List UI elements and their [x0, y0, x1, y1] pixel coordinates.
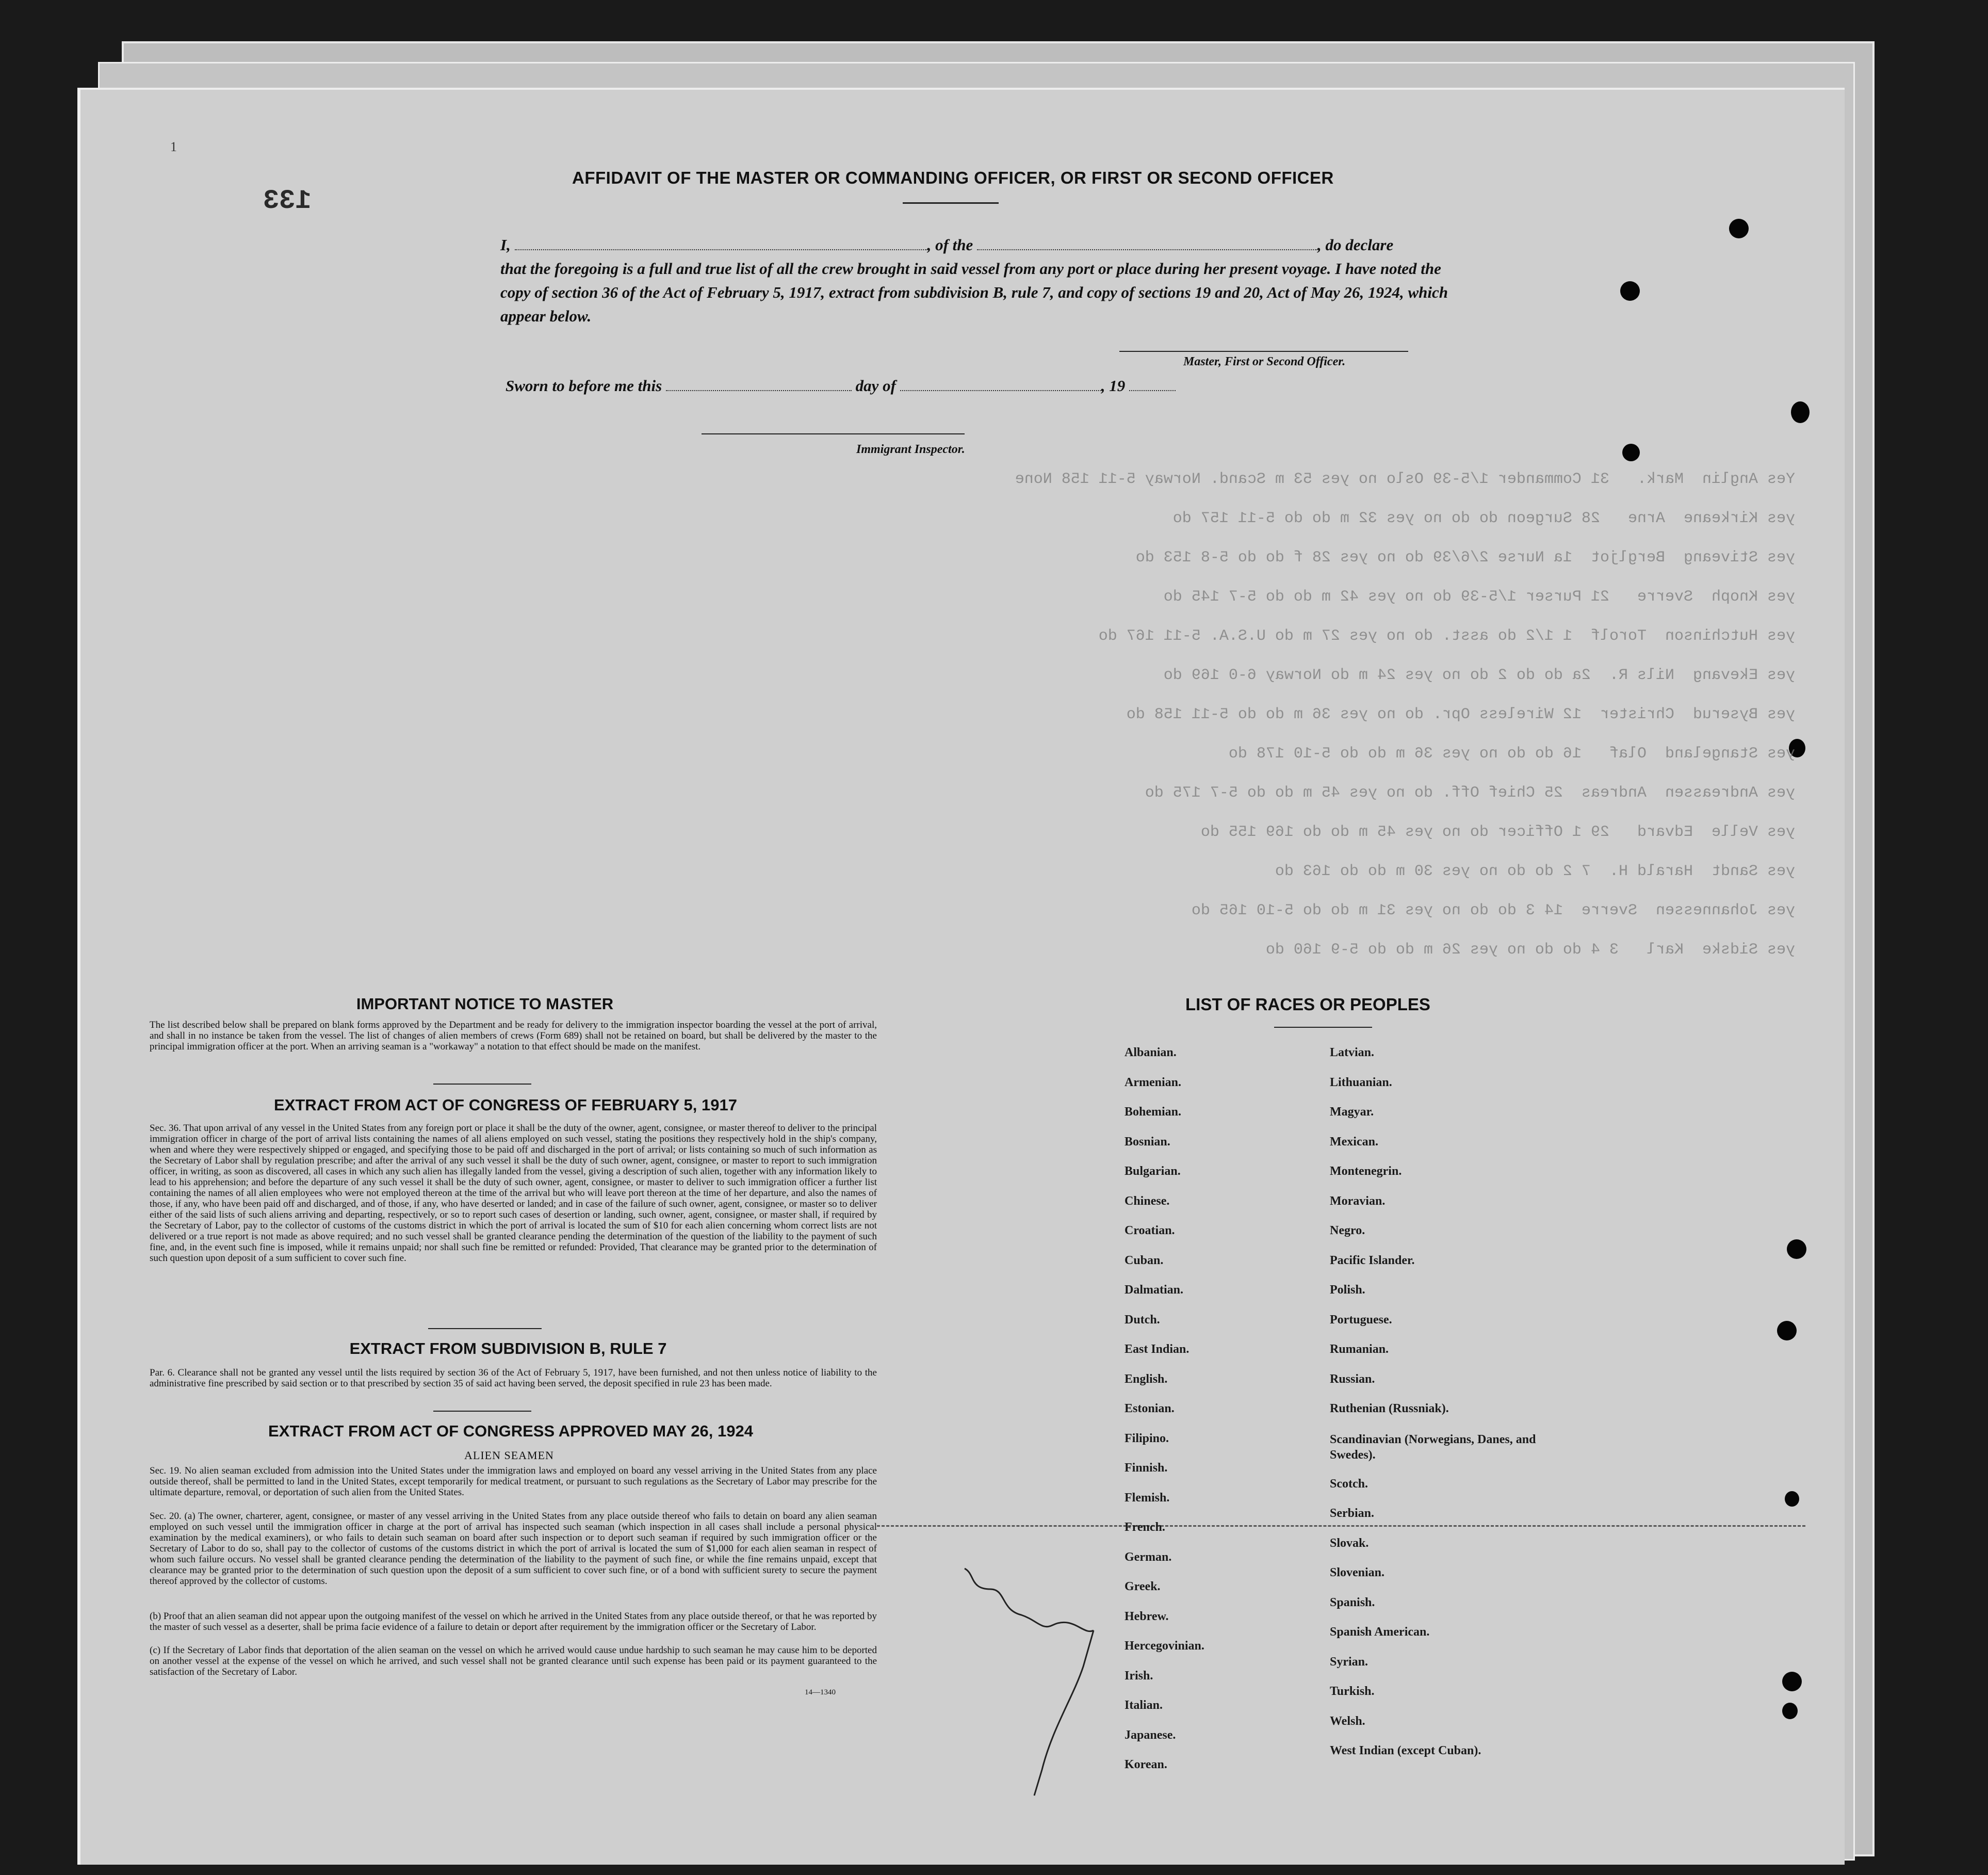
sworn-year: , 19	[1101, 377, 1126, 395]
stamp-number: 133	[263, 186, 312, 216]
race-item: Scandinavian (Norwegians, Danes, and Swedes).	[1330, 1432, 1536, 1462]
race-item: Mexican.	[1330, 1135, 1378, 1149]
race-item: Moravian.	[1330, 1194, 1386, 1208]
section-rule	[433, 1411, 531, 1412]
sec20a-body: Sec. 20. (a) The owner, charterer, agent, consignee, or master of any vessel arriving in the United States from any place outside thereof who fails to detain on board any alien seaman employed on such vessel until the immigration officer in charge at the port of arrival has inspected such seaman (which inspection in all cases shall include a personal physical examination by the medical examiners), or who fails to detain such seaman on board after such inspection or to deport such seaman if required by such immigration officer or the Secretary of Labor to do so, shall pay to the collector of customs of the customs district in which the port of arrival is located the sum of $1,000 for each alien seaman in respect of whom such failure occurs. No vessel shall be granted clearance pending the determination of the liability to the payment of such fine, or while the fine remains unpaid, except that clearance may be granted prior to the determination of such question upon the deposit of a sum sufficient to cover such fine, or of a bond with sufficient surety to secure the payment thereof approved by the collector of customs.	[150, 1511, 877, 1587]
race-item: Serbian.	[1330, 1507, 1375, 1520]
affidavit-title: AFFIDAVIT OF THE MASTER OR COMMANDING OFFICER, OR FIRST OR SECOND OFFICER	[572, 168, 1334, 187]
oath-body: that the foregoing is a full and true list of all the crew brought in said vessel from any port or place during her present voyage. I have noted the copy of section 36 of the Act of February 5, 1917, extract from subdivision B, rule 7, and copy of sections 19 and 20, Act of May 26, 1924, which appear below.	[500, 260, 1448, 325]
race-item: Greek.	[1125, 1580, 1161, 1593]
race-item: Armenian.	[1125, 1075, 1181, 1089]
race-item: West Indian (except Cuban).	[1330, 1744, 1481, 1757]
race-item: Italian.	[1125, 1699, 1163, 1712]
oath-text	[500, 233, 1470, 328]
race-item: Estonian.	[1125, 1402, 1175, 1415]
race-item: Hebrew.	[1125, 1609, 1169, 1623]
alien-seamen-subheading: ALIEN SEAMEN	[464, 1449, 554, 1462]
race-item: Finnish.	[1125, 1461, 1168, 1475]
bleedthrough-row: yes Stangeland Olaf 16 do do no yes 36 m do do 5-10 178 do	[1228, 745, 1795, 763]
race-item: Russian.	[1330, 1372, 1375, 1386]
rule7-heading: EXTRACT FROM SUBDIVISION B, RULE 7	[349, 1339, 667, 1357]
races-title: LIST OF RACES OR PEOPLES	[1185, 995, 1430, 1014]
race-item: Pacific Islander.	[1330, 1253, 1415, 1267]
race-item: Bosnian.	[1125, 1135, 1170, 1149]
punch-hole	[1729, 219, 1749, 238]
race-item: Hercegovinian.	[1125, 1639, 1204, 1653]
sworn-year-blank[interactable]	[1129, 378, 1176, 391]
sworn-line	[506, 377, 1176, 395]
race-item: Cuban.	[1125, 1253, 1164, 1267]
sworn-month-blank[interactable]	[900, 378, 1101, 391]
bleedthrough-row: yes Andreassen Andreas 25 Chief Off. do no yes 45 m do do 5-7 175 do	[1145, 784, 1795, 802]
race-item: Portuguese.	[1330, 1313, 1392, 1327]
race-item: Scotch.	[1330, 1477, 1368, 1491]
race-item: East Indian.	[1125, 1343, 1189, 1356]
inspector-label: Immigrant Inspector.	[856, 443, 965, 456]
race-item: Croatian.	[1125, 1224, 1175, 1237]
section-rule	[428, 1328, 542, 1329]
punch-hole	[1622, 444, 1640, 461]
form-code: 14—1340	[805, 1688, 836, 1696]
race-item: Chinese.	[1125, 1194, 1170, 1208]
bleedthrough-row: yes Sidske Karl 3 4 do do no yes 26 m do do 5-9 160 do	[1265, 941, 1795, 959]
race-item: Filipino.	[1125, 1431, 1169, 1445]
punch-hole	[1782, 1703, 1798, 1719]
sworn-text: Sworn to before me this	[506, 377, 662, 395]
bleedthrough-row: yes Johannessen Sverre 14 3 do do no yes 31 m do do 5-10 165 do	[1191, 902, 1795, 919]
race-item: Bohemian.	[1125, 1105, 1182, 1119]
sworn-day-blank[interactable]	[666, 378, 852, 391]
race-item: Welsh.	[1330, 1714, 1365, 1728]
bleedthrough-row: yes Hutchinson Torolf 1 1/2 do asst. do no yes 27 m do U.S.A. 5-11 167 do	[1098, 627, 1795, 645]
punch-hole	[1791, 401, 1810, 423]
race-item: Korean.	[1125, 1758, 1167, 1771]
punch-hole	[1785, 1491, 1799, 1507]
race-item: Bulgarian.	[1125, 1165, 1181, 1178]
rule7-body: Par. 6. Clearance shall not be granted any vessel until the lists required by section 36 of the Act of February 5, 1917, have been furnished, and not then unless notice of liability to the administrative fine prescribed by said section or to that prescribed by section 35 of said act having been served, the deposit specified in rule 23 has been made.	[150, 1367, 877, 1389]
race-item: Slovenian.	[1330, 1566, 1385, 1579]
race-item: Dutch.	[1125, 1313, 1160, 1327]
page-number: 1	[170, 139, 177, 154]
race-item: Montenegrin.	[1330, 1165, 1402, 1178]
race-item: Turkish.	[1330, 1685, 1375, 1698]
section-rule	[433, 1084, 531, 1085]
bleedthrough-row: Yes Anglin Mark. 31 Commander 1/5-39 Oslo no yes 53 m Scand. Norway 5-11 158 None	[1015, 471, 1795, 488]
bleedthrough-row: yes Stiveang Bergljot 1a Nurse 2/6/39 do no yes 28 f do do 5-8 153 do	[1135, 549, 1795, 567]
race-item: Slovak.	[1330, 1536, 1369, 1550]
race-item: Magyar.	[1330, 1105, 1374, 1119]
oath-do-declare: , do declare	[1317, 236, 1394, 254]
punch-hole	[1620, 281, 1640, 301]
race-item: Albanian.	[1125, 1046, 1177, 1059]
bleedthrough-row: yes Kirkeane Arne 28 Surgeon do do no yes 32 m do do 5-11 157 do	[1172, 510, 1795, 527]
extract-1917-body: Sec. 36. That upon arrival of any vessel in the United States from any foreign port or place it shall be the duty of the owner, agent, consignee, or master thereof to deliver to the principal immigration officer in charge of the port of arrival lists containing the names of all aliens employed on such vessel, stating the positions they respectively hold in the ship's company, when and where they were respectively shipped or engaged, and specifying those to be paid off and discharged in the port of arrival; or lists containing so much of such information as the Secretary of Labor shall by regulation prescribe; and after the arrival of any such vessel it shall be the duty of such owner, agent, consignee, or master to report to such immigration officer, in writing, as soon as discovered, all cases in which any such alien has illegally landed from the vessel, giving a description of such alien, together with any information likely to lead to his apprehension; and before the departure of any such vessel it shall be the duty of such owner, agent, consignee, or master to deliver to such immigration officer a further list containing the names of all alien employees who were not employed thereon at the time of the arrival but who will leave port thereon at the time of her departure, and also the names of those, if any, who have been paid off and discharged, and of those, if any, who have deserted or landed; and in case of the failure of such owner, agent, consignee, or master so to deliver either of the said lists of such aliens arriving and departing, respectively, or so to report such cases of desertion or landing, such owner, agent, consignee, or master shall, if required by the Secretary of Labor, pay to the collector of customs of the customs district in which the port of arrival is located the sum of $10 for each alien concerning whom correct lists are not delivered or a true report is not made as above required; and no such vessel shall be granted clearance pending the determination of the question of the liability to the payment of such fine, and, in the event such fine is imposed, while it remains unpaid; nor shall such fine be remitted or refunded: Provided, That clearance may be granted prior to the determination of such question upon deposit of a sum sufficient to cover such fine.	[150, 1123, 877, 1264]
oath-i: I,	[500, 236, 511, 254]
bleedthrough-row: yes Ekevang Nils R. 2a do do 2 do no yes 24 m do Norway 6-0 169 do	[1163, 667, 1795, 684]
race-item: Polish.	[1330, 1283, 1365, 1297]
bleedthrough-row: yes Byserud Christer 12 Wireless Opr. do no yes 36 m do do 5-11 158 do	[1126, 706, 1795, 723]
race-item: Latvian.	[1330, 1046, 1375, 1059]
race-item: Flemish.	[1125, 1491, 1170, 1505]
sec20c-body: (c) If the Secretary of Labor finds that deportation of the alien seaman on the vessel on which he arrived would cause undue hardship to such seaman he may cause him to be deported on another vessel at the expense of the vessel on which he arrived, and such vessel shall not be granted clearance until such expense has been paid or its payment guaranteed to the satisfaction of the Secretary of Labor.	[150, 1645, 877, 1677]
punch-hole	[1777, 1321, 1797, 1340]
sec19-body: Sec. 19. No alien seaman excluded from admission into the United States under the immigration laws and employed on board any vessel arriving in the United States from any place outside thereof, shall be permitted to land in the United States, except temporarily for medical treatment, or pursuant to such regulations as the Secretary of Labor may prescribe for the ultimate departure, removal, or deportation of such alien from the United States.	[150, 1465, 877, 1498]
race-item: English.	[1125, 1372, 1168, 1386]
punch-hole	[1787, 1239, 1806, 1259]
race-item: Negro.	[1330, 1224, 1365, 1237]
vessel-blank[interactable]	[977, 236, 1317, 250]
master-signature-line	[1119, 351, 1408, 352]
race-item: Syrian.	[1330, 1655, 1368, 1669]
bleedthrough-row: yes Velle Edvard 29 1 Officer do no yes 45 m do do 169 155 do	[1200, 823, 1795, 841]
punch-hole	[1782, 1672, 1802, 1691]
inspector-signature-line	[702, 433, 965, 434]
notice-heading: IMPORTANT NOTICE TO MASTER	[356, 995, 614, 1013]
race-item: Spanish American.	[1330, 1625, 1430, 1639]
race-item: Dalmatian.	[1125, 1283, 1183, 1297]
dashed-divider	[877, 1525, 1805, 1527]
race-item: Japanese.	[1125, 1728, 1176, 1742]
race-item: Rumanian.	[1330, 1343, 1389, 1356]
race-item: German.	[1125, 1550, 1172, 1564]
sec20b-body: (b) Proof that an alien seaman did not appear upon the outgoing manifest of the vessel on which he arrived in the United States from any place outside thereof, or that he was reported by the master of such vessel as a deserter, shall be prima facie evidence of a failure to detain or deport after requirement by the immigration officer or the Secretary of Labor.	[150, 1611, 877, 1632]
sworn-day-of: day of	[855, 377, 896, 395]
title-rule	[903, 202, 999, 204]
oath-of-the: , of the	[927, 236, 973, 254]
race-item: Spanish.	[1330, 1595, 1375, 1609]
extract-1924-heading: EXTRACT FROM ACT OF CONGRESS APPROVED MAY 26, 1924	[268, 1422, 753, 1440]
bleedthrough-row: yes Sandt Harald H. 7 2 do do no yes 30 m do do 163 do	[1275, 863, 1795, 880]
bleedthrough-row: yes Knoph Sverre 21 Purser 1/5-39 do no yes 42 m do do 5-7 145 do	[1163, 588, 1795, 606]
race-item: Irish.	[1125, 1669, 1153, 1683]
race-item: Lithuanian.	[1330, 1075, 1392, 1089]
extract-1917-heading: EXTRACT FROM ACT OF CONGRESS OF FEBRUARY 5, 1917	[274, 1096, 737, 1114]
race-item: Ruthenian (Russniak).	[1330, 1402, 1449, 1415]
race-item: French.	[1125, 1521, 1165, 1534]
races-rule	[1274, 1027, 1372, 1028]
name-blank[interactable]	[515, 236, 927, 250]
notice-body: The list described below shall be prepared on blank forms approved by the Department and be ready for delivery to the immigration inspector boarding the vessel at the port of arrival, and shall in no instance be taken from the vessel. The list of changes of alien members of crews (Form 689) shall not be retained on board, but shall be delivered by the master to the principal immigration officer at the port. When an arriving seaman is a "workaway" a notation to that effect should be made on the manifest.	[150, 1020, 877, 1052]
master-label: Master, First or Second Officer.	[1183, 355, 1346, 368]
